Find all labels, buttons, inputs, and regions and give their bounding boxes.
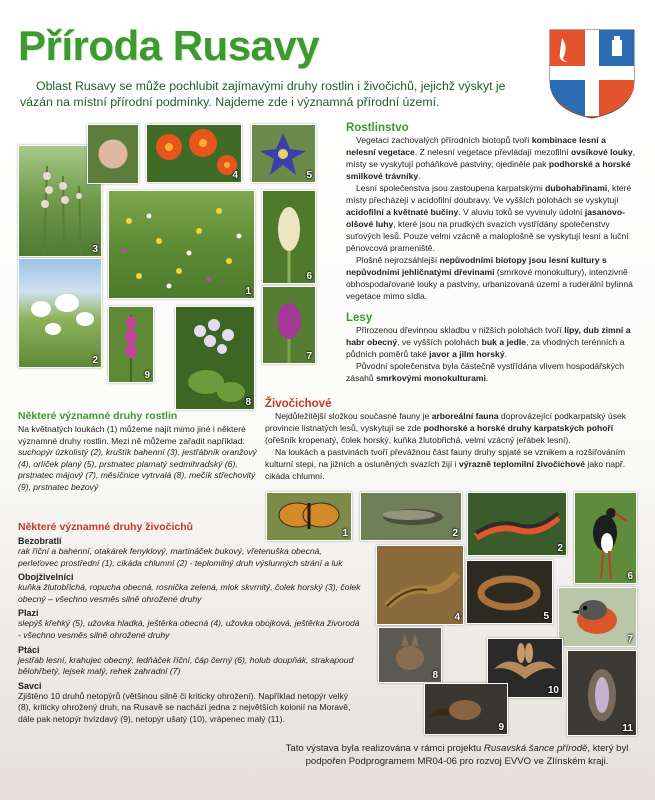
photo-number: 11 [622,723,633,734]
group-name: Bezobratlí [18,536,62,546]
lesy-heading: Lesy [346,312,373,324]
lesy-section [346,312,636,384]
footer-note: Tato výstava byla realizována v rámci projektu Rusavská šance přírodě, který byl podpořen Podprogramem MR04-06 pro rozvoj EVVO ve Zlínském kraji. [285,743,629,767]
photo-number: 6 [306,271,312,282]
photo-number: 8 [245,397,251,408]
animal-photo-2-cicada [360,492,462,541]
group-text: jestřáb lesní, krahujec obecný, ledňáček říční, čáp černý (6), holub doupňák, strakapoud bělohřbetý, lejsek malý, rehek zahradní (7) [18,654,354,677]
animal-photo-4-lizard [376,545,464,625]
group-name: Plazi [18,608,39,619]
plant-photo-9-gladiolus [108,306,154,383]
animal-photo-8-bat [378,627,442,683]
lesy-paragraph-1: Přirozenou dřevinnou skladbu v nižších polohách tvoří lípy, dub zimní a habr obecný, ve vyšších polohách buk a jedle, za vhodných terénních a půdních poměrů také javor a jilm horský. [346,325,631,359]
plant-photo-7-orchid-purple [262,286,316,364]
plant-photo-2-cotton-grass [18,258,102,368]
animals-box-heading: Některé významné druhy živočichů [18,521,194,533]
group-name: Ptáci [18,644,40,655]
animals-box [18,521,368,726]
animal-photo-5-slow-worm [466,560,553,624]
photo-number: 9 [144,370,150,381]
animal-photo-1-butterfly [266,492,352,541]
photo-number: 2 [557,543,563,554]
rostlinstvo-paragraph-2: Lesní společenstva jsou zastoupena karpatskými dubohabřinami, které místy přecházejí v acidofilní doubravy. Ve vyšších polohách se vyskytují acidofilní a květnaté bučiny. V aluviu toků se vyvinuly údolní jasanovo-olšové luhy, které jsou na prudkých svazích vystřídány společenstvy suťových lesů. Pouze velmi vzácně a maloplošně se vyskytují lesní a luční pěnovcová prameniště. [346,183,632,253]
photo-number: 5 [306,170,312,181]
zivocichove-heading: Živočichové [265,398,332,410]
plant-photo-orchid-top [87,124,139,184]
group-text: rak říční a bahenní, otakárek fenyklový, martináček bukový, vřetenuška obecná, perleťovec prostřední (1), cikáda chlumní (2) - teplomilný druh výslunných strání a luk [18,546,343,568]
zivocichove-paragraph-1: Nejdůležitější složkou současné fauny je arboreální fauna doprovázející podkarpatský úsek provincie listnatých lesů, vyskytují se zde podhorské a horské druhy karpatských pohoří (ořešník kropenatý, čolek horský, kuňka žlutobřichá, velmi vzácný jeřábek lesní). [265,411,627,445]
plant-photo-5-columbine [251,124,316,183]
photo-number: 10 [547,685,559,696]
group-text: Zjištěno 10 druhů netopýrů (většinou silně či kriticky ohrožení). Například netopýr velký (8), kriticky ohrožený druh, na Rusavě se nachází jedna z největších kolonií na Moravě, dále pak netopýr hvízdavý (9), netopýr ušatý (10), vrápenec malý (11). [18,690,351,724]
plants-box [18,410,258,494]
group-name: Savci [18,680,42,691]
plants-box-heading: Některé významné druhy rostlin [18,410,178,422]
photo-number: 8 [432,670,438,681]
rostlinstvo-heading: Rostlinstvo [346,122,409,134]
plants-box-species: suchopýr úzkolistý (2), kruštík bahenní (3), jestřábník oranžový (4), orlíček planý (5), prstnatec plamatý sedmihradský (6), prstnatec májový (7), měsíčnice vytrvalá (8), mečík střechovitý (9), prstnatec bezový [18,447,257,492]
photo-number: 6 [627,571,633,582]
coat-of-arms-icon [548,28,636,120]
rostlinstvo-paragraph-3: Plošně nejrozsáhlejší nepůvodními biotopy jsou lesní kultury s nepůvodními jehličnatými dřevinami (smrkové monokultury), intenzivně obhospodařované louky a pastviny, urbanizovaná území a ruderální bylinná vegetace mimo sídla. [346,255,633,301]
photo-number: 7 [627,634,633,645]
photo-number: 2 [452,528,458,539]
animal-photo-7-redstart [558,587,637,647]
photo-number: 5 [543,611,549,622]
plants-box-text: Na květnatých loukách (1) můžeme najít mimo jiné i některé významné druhy rostlin. Mezi ně můžeme zařadit například: [18,424,246,446]
rostlinstvo-section [346,122,636,302]
plant-photo-8-lunaria [175,306,255,410]
photo-number: 4 [454,612,460,623]
photo-number: 1 [342,528,348,539]
animal-photo-6-black-stork [574,492,637,584]
photo-number: 1 [245,286,251,297]
intro-text: Oblast Rusavy se může pochlubit zajímavými druhy rostlin i živočichů, jejichž výskyt je vázán na místní přírodní podmínky. Najdeme zde i významná přírodní území. [20,79,506,109]
group-name: Obojživelníci [18,572,74,583]
photo-number: 7 [306,351,312,362]
zivocichove-section [265,398,637,482]
rostlinstvo-paragraph-1: Vegetaci zachovalých přírodních biotopů tvoří kombinace lesní a nelesní vegetace. Z nelesní vegetace převládají mezofilní ovsíkové louky, místy se vyskytují poháňkové pastviny, ojediněle pak podhorské a horské smilkové trávníky. [346,135,636,181]
plant-photo-4-orange-hawkweed [146,124,242,183]
plant-photo-6-orchid-white [262,190,316,284]
photo-number: 2 [92,355,98,366]
animal-photo-3-newt [467,492,567,556]
zivocichove-paragraph-2: Na loukách a pastvinách tvoří převážnou část fauny druhy spjaté se vznikem a rozšiřováním kulturní stepi, na jižních a osluněných svazích žijí i výrazně teplomilní živočichové jako např. cikáda chlumní. [265,447,626,481]
photo-number: 3 [92,244,98,255]
animal-photo-9-pipistrelle [424,683,508,735]
group-text: kuňka žlutobřichá, ropucha obecná, rosnička zelená, mlok skvrnitý, čolek horský (3), čolek obecný – všechno vesměs silně ohrožené druhy [18,582,361,604]
plant-photo-1-flowering-meadow [108,190,255,299]
animal-photo-11-horseshoe-bat [567,650,637,736]
photo-number: 9 [498,722,504,733]
group-text: slepýš křehký (5), užovka hladká, ještěrka obecná (4), užovka obojková, ještěrka živorodá - všechno vesměs silně ohrožené druhy [18,618,360,640]
lesy-paragraph-2: Původní společenstva byla částečně vystřídána vlivem hospodářských zásahů smrkovými monokulturami. [346,361,624,383]
page-title: Příroda Rusavy [18,22,320,69]
photo-number: 4 [232,170,238,181]
